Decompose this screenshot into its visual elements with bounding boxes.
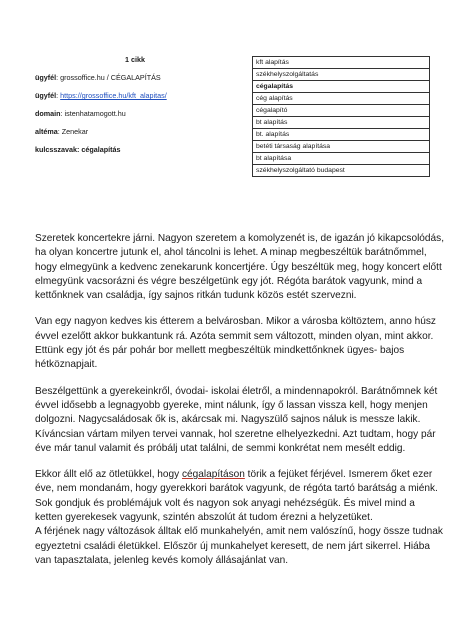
keyword-cell: cégalapító bbox=[253, 105, 430, 117]
meta-keywords-row: kulcsszavak: cégalapítás bbox=[35, 145, 121, 154]
article-number: 1 cikk bbox=[125, 55, 145, 64]
keyword-cell: bt alapítás bbox=[253, 117, 430, 129]
keyword-cell: betéti társaság alapítása bbox=[253, 141, 430, 153]
paragraph-5: A férjének nagy változások álltak elő munkahelyén, amit nem valószínű, hogy össze tudnak egyeztetni családi életükkel. Először új munkahelyet keresett, de nem járt sikerrel. Hiába van tapasztalata, jelenleg kevés komoly állásajánlat van. bbox=[35, 526, 443, 566]
keyword-cell: székhelyszolgáltatás bbox=[253, 69, 430, 81]
keywords-table bbox=[252, 56, 430, 177]
table-row bbox=[253, 69, 430, 81]
keyword-cell: kft alapítás bbox=[253, 57, 430, 69]
keyword-cell: cégalapítás bbox=[253, 81, 430, 93]
article-body bbox=[35, 232, 445, 580]
table-row bbox=[253, 141, 430, 153]
table-row bbox=[253, 57, 430, 69]
meta-domain-row: domain: istenhatamogott.hu bbox=[35, 109, 126, 118]
keyword-link[interactable]: cégalapításon bbox=[182, 469, 245, 481]
article-meta bbox=[35, 55, 235, 163]
paragraph-4: Ekkor állt elő az ötletükkel, hogy cégalapításon törik a fejüket férjével. Ismerem őket ezer éve, nem mondanám, hogy gyerekkori barátok vagyunk, de régóta tartó barátság a miénk. Sok gondjuk és problémájuk volt és nagyon sok anyagi nehézségük. És mivel mind a ketten gyerekesek vagyunk, szintén abszolút át tudom érezni a helyzetüket. bbox=[35, 469, 438, 524]
paragraph-1: Szeretek koncertekre járni. Nagyon szeretem a komolyzenét is, de igazán jó kikapcsolódás, ha olyan koncertre jutunk el, ahol táncolni is lehet. A minap megbeszéltük barátnőmmel, hogy elmegyünk a kedvenc zenekarunk koncertjére. Úgy beszéltük meg, hogy koncert előtt elmegyünk vacsorázni és végre beszélgetünk egy jót. Régóta barátok vagyunk, mind a kettőnknek van családja, így sajnos ritkán tudunk közös estét szervezni. bbox=[35, 233, 444, 302]
client-url-link[interactable]: https://grossoffice.hu/kft_alapitas/ bbox=[60, 91, 167, 100]
keyword-cell: cég alapítás bbox=[253, 93, 430, 105]
paragraph-2: Van egy nagyon kedves kis étterem a belvárosban. Mikor a városba költöztem, anno húsz évvel ezelőtt akkor bukkantunk rá. Azóta semmit sem változott, minden olyan, mint akkor. Ettünk egy jót és pár pohár bor mellett megbeszéltük mindkettőnknek ügyes- bajos hétköznapjait. bbox=[35, 316, 436, 371]
table-row bbox=[253, 129, 430, 141]
table-row bbox=[253, 153, 430, 165]
keyword-cell: bt. alapítás bbox=[253, 129, 430, 141]
table-row bbox=[253, 93, 430, 105]
table-row bbox=[253, 105, 430, 117]
meta-subtopic-row: altéma: Zenekar bbox=[35, 127, 89, 136]
table-row bbox=[253, 117, 430, 129]
table-row bbox=[253, 81, 430, 93]
paragraph-3: Beszélgettünk a gyerekeinkről, óvodai- iskolai életről, a mindennapokról. Barátnőmnek két évvel idősebb a legnagyobb gyereke, mint nálunk, így ő lassan vissza kell, hogy menjen dolgozni. Nagycsaládosak ők is, akárcsak mi. Nagyszülő sajnos náluk is messze lakik. Kíváncsian vártam milyen tervei vannak, hol szeretne elhelyezkedni. Azt tudtam, hogy pár éve már tanul valamit és próbálj utat találni, de semmi konkrétat nem mesélt eddig. bbox=[35, 385, 438, 454]
meta-client-link-row: ügyfél: https://grossoffice.hu/kft_alapitas/ bbox=[35, 91, 167, 100]
keyword-cell: bt alapítása bbox=[253, 153, 430, 165]
table-row bbox=[253, 165, 430, 177]
keyword-cell: székhelyszolgáltató budapest bbox=[253, 165, 430, 177]
meta-client-row: ügyfél: grossoffice.hu / CÉGALAPÍTÁS bbox=[35, 73, 161, 82]
